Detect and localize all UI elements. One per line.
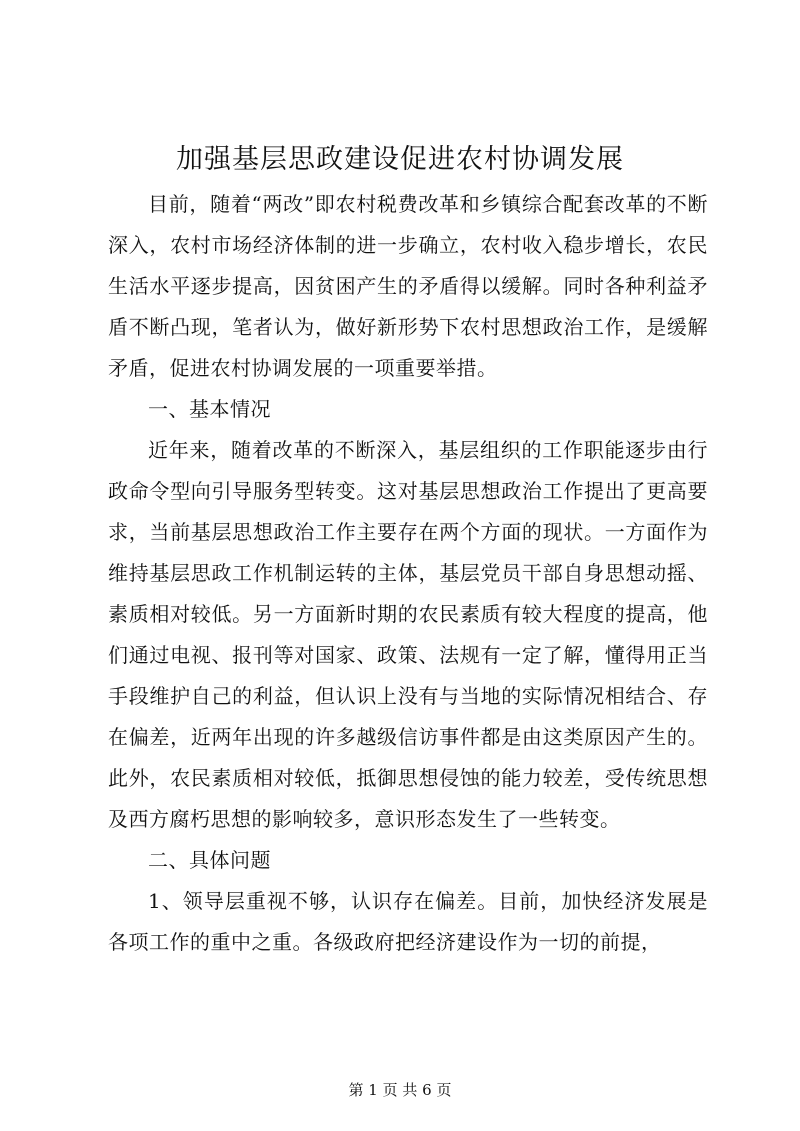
- basic-situation-paragraph: 近年来，随着改革的不断深入，基层组织的工作职能逐步由行政命令型向引导服务型转变。这对基层思想政治工作提出了更高要求，当前基层思想政治工作主要存在两个方面的现状。一方面作为维持基层思政工作机制运转的主体，基层党员干部自身思想动摇、素质相对较低。另一方面新时期的农民素质有较大程度的提高，他们通过电视、报刊等对国家、政策、法规有一定了解，懂得用正当手段维护自己的利益，但认识上没有与当地的实际情况相结合、存在偏差，近两年出现的许多越级信访事件都是由这类原因产生的。此外，农民素质相对较低，抵御思想侵蚀的能力较差，受传统思想及西方腐朽思想的影响较多，意识形态发生了一些转变。: [108, 438, 708, 831]
- document-title: 加强基层思政建设促进农村协调发展: [176, 144, 624, 175]
- section-heading-specific-problems: 二、具体问题: [148, 848, 271, 872]
- page-number-footer: 第 1 页 共 6 页: [348, 1081, 452, 1099]
- problem-1-paragraph: 1、领导层重视不够，认识存在偏差。目前，加快经济发展是各项工作的重中之重。各级政府把经济建设作为一切的前提，: [108, 889, 708, 954]
- intro-paragraph: 目前，随着“两改”即农村税费改革和乡镇综合配套改革的不断深入，农村市场经济体制的进一步确立，农村收入稳步增长，农民生活水平逐步提高，因贫困产生的矛盾得以缓解。同时各种利益矛盾不断凸现，笔者认为，做好新形势下农村思想政治工作，是缓解矛盾，促进农村协调发展的一项重要举措。: [108, 192, 708, 380]
- section-heading-basic-situation: 一、基本情况: [148, 397, 271, 421]
- document-body: [108, 184, 708, 963]
